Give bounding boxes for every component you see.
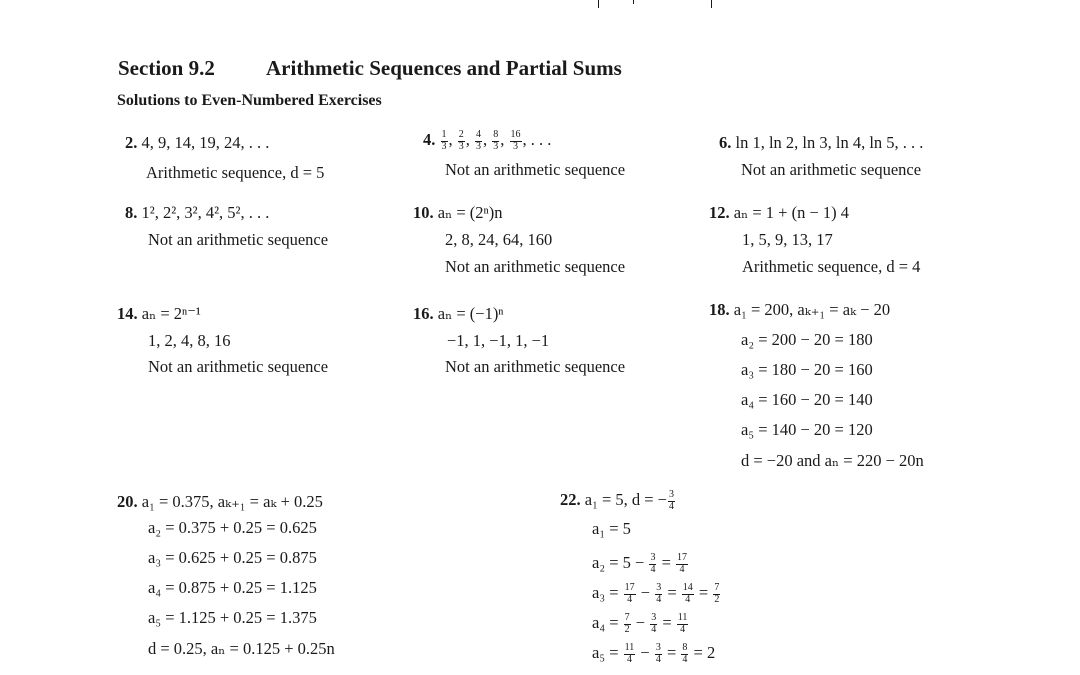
crop-mark-left: [598, 0, 599, 8]
fraction: $\frac{16}{3}$: [510, 129, 521, 152]
exercise-number: 18.: [709, 300, 730, 319]
section-subtitle: Solutions to Even-Numbered Exercises: [117, 92, 382, 109]
term-line: a₃ = 180 − 20 = 160: [741, 360, 873, 379]
fraction: $\frac{11}{4}$: [624, 642, 635, 665]
fraction: $\frac{3}{4}$: [655, 642, 661, 665]
exercise-number: 12.: [709, 203, 730, 222]
formula: aₙ = (−1)ⁿ: [437, 304, 504, 323]
sequence-terms: 2, 8, 24, 64, 160: [445, 230, 553, 249]
term-line: a₂ = 200 − 20 = 180: [741, 330, 873, 349]
term-line: a₃ = $\frac{17}{4}$ − $\frac{3}{4}$ = $\frac{14}{4}$ = $\frac{7}{2}$: [592, 582, 720, 605]
term-line: a₃ = 0.625 + 0.25 = 0.875: [148, 548, 317, 567]
fraction: $\frac{17}{4}$: [624, 582, 635, 605]
sequence-terms: ln 1, ln 2, ln 3, ln 4, ln 5, . . .: [735, 133, 924, 152]
fraction: $\frac{3}{4}$: [651, 612, 657, 635]
term-line: a₂ = 5 − $\frac{3}{4}$ = $\frac{17}{4}$: [592, 552, 687, 575]
sequence-terms: −1, 1, −1, 1, −1: [447, 331, 550, 350]
fraction: $\frac{7}{2}$: [624, 612, 630, 635]
recursive-formula: a₁ = 200, aₖ₊₁ = aₖ − 20: [733, 300, 891, 319]
section-title: Arithmetic Sequences and Partial Sums: [266, 56, 622, 80]
term-line: a₅ = 1.125 + 0.25 = 1.375: [148, 608, 317, 627]
result-text: Not an arithmetic sequence: [148, 230, 329, 249]
term-line: a₅ = $\frac{11}{4}$ − $\frac{3}{4}$ = $\frac{8}{4}$ = 2: [592, 642, 716, 665]
recursive-formula: a₁ = 0.375, aₖ₊₁ = aₖ + 0.25: [141, 492, 323, 511]
fraction: $\frac{4}{3}$: [476, 129, 481, 152]
formula: aₙ = (2ⁿ)n: [437, 203, 503, 222]
term-line: a₄ = $\frac{7}{2}$ − $\frac{3}{4}$ = $\frac{11}{4}$: [592, 612, 688, 635]
result-text: Arithmetic sequence, d = 5: [146, 163, 325, 182]
result-text: Not an arithmetic sequence: [445, 257, 626, 276]
exercise-number: 22.: [560, 489, 581, 509]
crop-mark-right: [711, 0, 712, 8]
exercise-number: 6.: [719, 133, 732, 152]
result-text: Not an arithmetic sequence: [445, 357, 626, 376]
fraction: $\frac{3}{4}$: [669, 489, 674, 512]
term-line: a₁ = 5: [592, 519, 631, 538]
sequence-terms: 1², 2², 3², 4², 5², . . .: [141, 203, 270, 222]
result-text: d = 0.25, aₙ = 0.125 + 0.25n: [148, 639, 335, 658]
fraction: $\frac{3}{4}$: [656, 582, 662, 605]
sequence-terms: 1, 2, 4, 8, 16: [148, 331, 231, 350]
exercise-number: 10.: [413, 203, 434, 222]
result-text: Arithmetic sequence, d = 4: [742, 257, 921, 276]
crop-mark-mid: [633, 0, 634, 4]
fraction: $\frac{8}{3}$: [493, 129, 499, 152]
result-text: d = −20 and aₙ = 220 − 20n: [741, 451, 924, 470]
exercise-number: 14.: [117, 304, 138, 323]
term-line: a₄ = 160 − 20 = 140: [741, 390, 873, 409]
sequence-terms: 1, 5, 9, 13, 17: [742, 230, 833, 249]
fraction: $\frac{11}{4}$: [677, 612, 688, 635]
exercise-number: 16.: [413, 304, 434, 323]
fraction: $\frac{14}{4}$: [682, 582, 693, 605]
fraction: $\frac{3}{4}$: [650, 552, 656, 575]
sequence-terms: 4, 9, 14, 19, 24, . . .: [141, 133, 270, 152]
term-line: a₅ = 140 − 20 = 120: [741, 420, 873, 439]
fraction: $\frac{1}{3}$: [441, 129, 447, 152]
result-text: Not an arithmetic sequence: [741, 160, 922, 179]
formula: aₙ = 2ⁿ⁻¹: [141, 304, 201, 323]
fraction: $\frac{8}{4}$: [682, 642, 688, 665]
exercise-number: 4.: [423, 129, 436, 149]
exercise-number: 2.: [125, 133, 138, 152]
formula: aₙ = 1 + (n − 1) 4: [733, 203, 849, 222]
term-line: a₄ = 0.875 + 0.25 = 1.125: [148, 578, 317, 597]
ellipsis: , . . .: [522, 129, 552, 149]
given-values: a₁ = 5, d = −: [584, 489, 667, 509]
section-number: Section 9.2: [118, 56, 215, 80]
fraction: $\frac{17}{4}$: [677, 552, 687, 575]
result-text: Not an arithmetic sequence: [148, 357, 329, 376]
fraction: $\frac{7}{2}$: [714, 582, 720, 605]
result-text: Not an arithmetic sequence: [445, 160, 626, 179]
exercise-number: 20.: [117, 492, 138, 511]
term-line: a₂ = 0.375 + 0.25 = 0.625: [148, 518, 317, 537]
exercise-number: 8.: [125, 203, 138, 222]
fraction: $\frac{2}{3}$: [458, 129, 464, 152]
